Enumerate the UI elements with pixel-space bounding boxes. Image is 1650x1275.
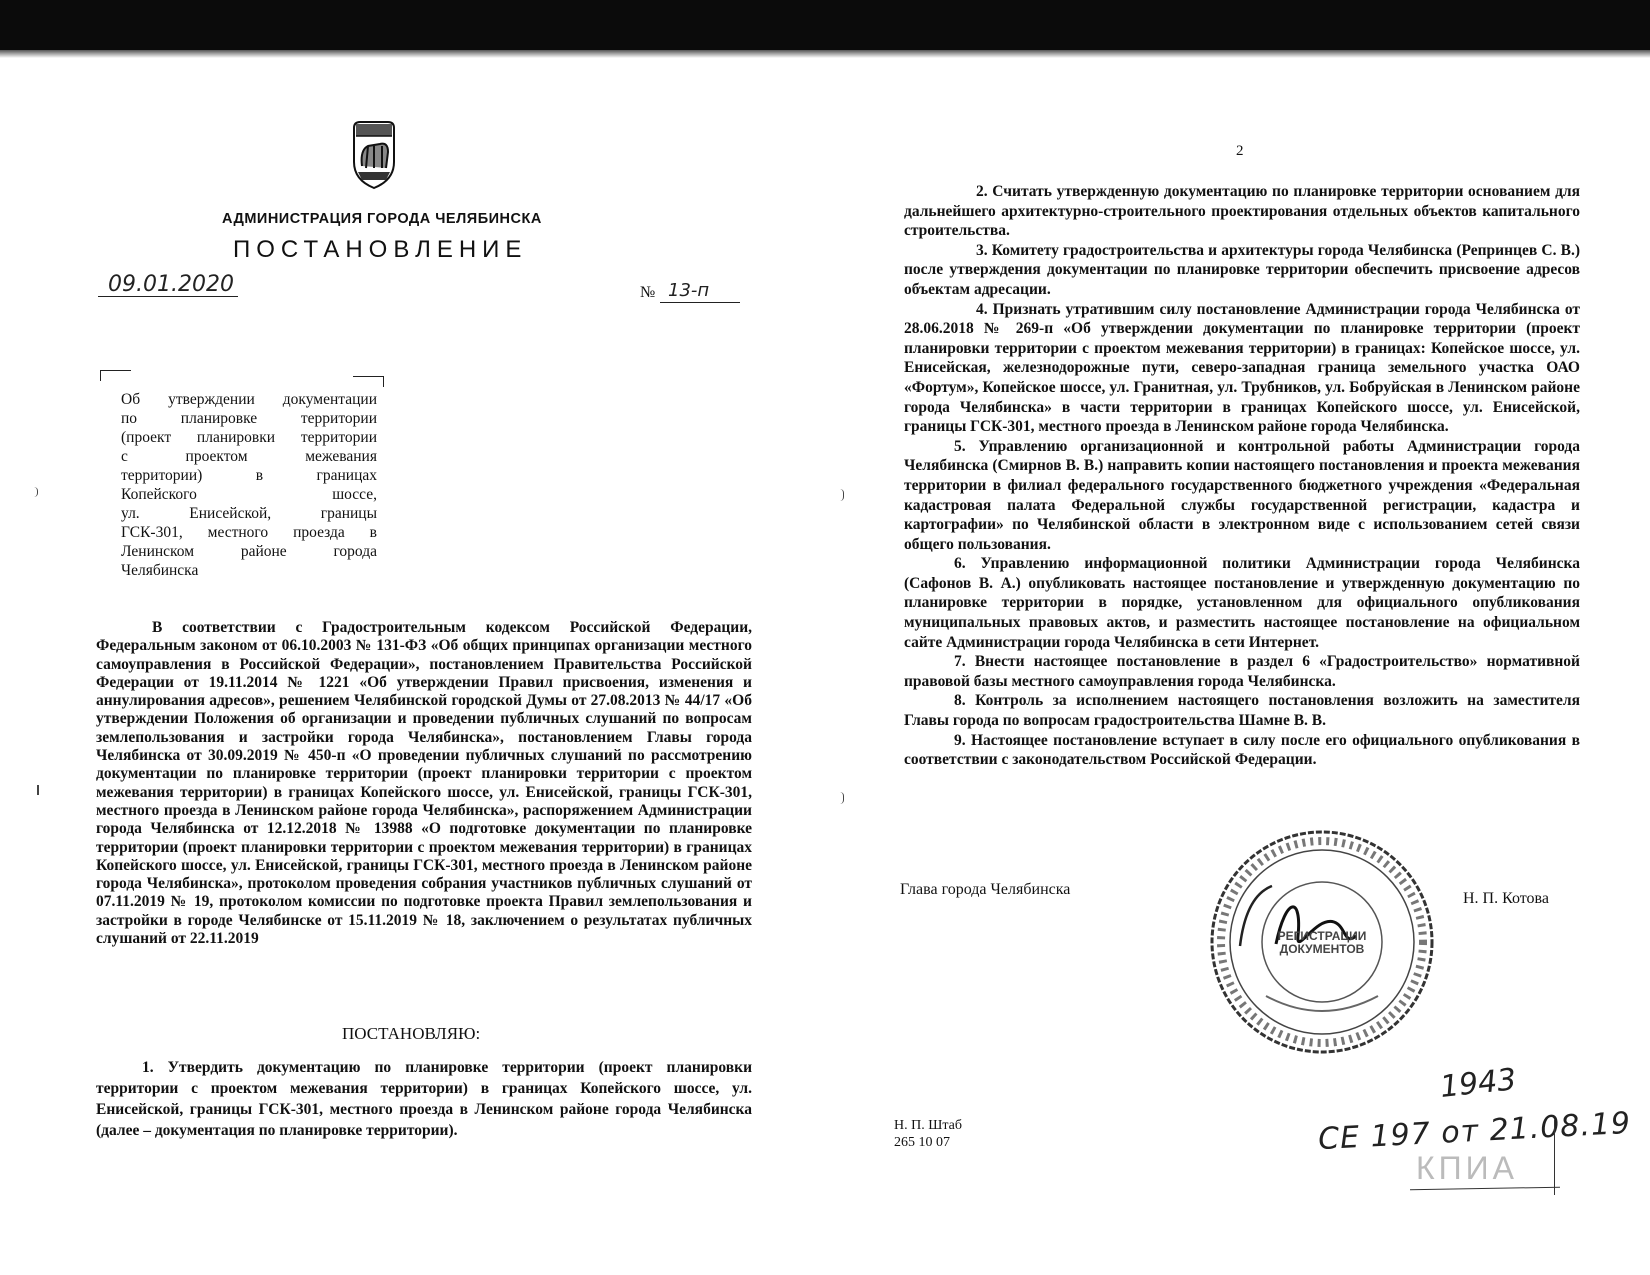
subject-line: Копейского шоссе, — [121, 486, 377, 503]
subject-line: Ленинском районе города — [121, 543, 377, 560]
subject-line: территории) в границах — [121, 467, 377, 484]
signature-position: Глава города Челябинска — [900, 881, 1071, 898]
handwritten-underline — [1410, 1187, 1560, 1191]
subject-line: Об утверждении документации — [121, 391, 377, 408]
subject-line: с проектом межевания — [121, 448, 377, 465]
date-underline — [98, 296, 238, 297]
executor-phone: 265 10 07 — [894, 1135, 950, 1150]
number-sign: № — [640, 284, 656, 301]
document-date: 09.01.2020 — [108, 272, 234, 297]
scan-speck — [840, 489, 844, 501]
page-number: 2 — [1236, 143, 1244, 159]
resolve-heading: ПОСТАНОВЛЯЮ: — [342, 1024, 481, 1043]
signatory-name: Н. П. Котова — [1463, 890, 1549, 907]
item-7: 7. Внести настоящее постановление в раздел 6 «Градостроительство» нормативной правовой базы местного самоуправления города Челябинска. — [904, 653, 1580, 690]
faint-stamp-word: КПИА — [1416, 1150, 1518, 1186]
item-8: 8. Контроль за исполнением настоящего постановления возложить на заместителя Главы города по вопросам градостроительства Шамне В. В. — [904, 692, 1580, 730]
item-5: 5. Управлению организационной и контрольной работы Администрации города Челябинска (Смирнов В. В.) направить копии настоящего постановления и проекта межевания территории в филиал федерального государственного бюджетного учреждения «Федеральная кадастровая палата Федеральной службы государственной регистрации, кадастра и картографии» по Челябинской области в электронном виде с использованием сетей связи общего пользования. — [904, 437, 1580, 553]
handwritten-mark — [1554, 1120, 1555, 1195]
item-2: 2. Считать утвержденную документацию по планировке территории основанием для дальнейшего архитектурно-строительного проектирования отдельных объектов капитального строительства. — [904, 183, 1580, 240]
subject-bracket-left — [100, 370, 131, 381]
stamp-text: РЕГИСТРАЦИИ ДОКУМЕНТОВ — [1277, 929, 1367, 956]
scan-top-border — [0, 0, 1650, 50]
number-underline — [660, 302, 740, 303]
subject-line: ГСК-301, местного проезда в — [121, 524, 377, 541]
preamble-paragraph: В соответствии с Градостроительным кодексом Российской Федерации, Федеральным законом от 06.10.2003 № 131-ФЗ «Об общих принципах организации местного самоуправления в Российской Федерации», постановлением Правительства Российской Федерации от 19.11.2014 № 1221 «Об утверждении Правил присвоения, изменения и аннулирования адресов», решением Челябинской городской Думы от 27.08.2013 № 44/17 «Об утверждении Положения об организации и проведении публичных слушаний по вопросам землепользования и застройки города Челябинска», постановлением Главы города Челябинска от 30.09.2019 № 450-п «О проведении публичных слушаний по рассмотрению документации по планировке территории (проект планировки территории с проектом межевания территории) в границах Копейского шоссе, ул. Енисейской, границы ГСК-301, местного проезда в Ленинском районе города Челябинска», распоряжением Администрации города Челябинска от 12.12.2018 № 13988 «О подготовке документации по планировке территории (проект планировки территории с проектом межевания территории) в границах Копейского шоссе, ул. Енисейской, границы ГСК-301, местного проезда в Ленинском районе города Челябинска», протоколом проведения собрания участников публичных слушаний от 07.11.2019 № 19, протоколом комиссии по подготовке проекта Правил землепользования и застройки в городе Челябинске от 15.11.2019 № 18, заключением о результатах публичных слушаний от 22.11.2019 — [96, 619, 752, 948]
subject-line: по планировке территории — [121, 410, 377, 427]
scan-speck — [34, 487, 38, 497]
doc-type-title: ПОСТАНОВЛЕНИЕ — [233, 236, 528, 263]
subject-line: Челябинска — [121, 562, 199, 579]
executor-name: Н. П. Штаб — [894, 1118, 962, 1133]
handwritten-note-top: 1943 — [1438, 1062, 1518, 1105]
document-number: 13-п — [668, 280, 710, 301]
item-6: 6. Управлению информационной политики Администрации города Челябинска (Сафонов В. А.) опубликовать настоящее постановление и утвержденную документацию по планировке территории в порядке, установленном для официального опубликования муниципальных правовых актов, и разместить настоящее постановление на официальном сайте Администрации города Челябинска в сети Интернет. — [904, 555, 1580, 651]
coat-of-arms-icon — [350, 120, 398, 190]
item-9: 9. Настоящее постановление вступает в силу после его официального опубликования в соответствии с законодательством Российской Федерации. — [904, 731, 1580, 769]
scan-speck — [840, 792, 844, 804]
right-items — [904, 182, 1580, 770]
admin-title: АДМИНИСТРАЦИЯ ГОРОДА ЧЕЛЯБИНСКА — [222, 211, 542, 227]
subject-bracket-right — [353, 376, 384, 387]
item-1-paragraph: 1. Утвердить документацию по планировке территории (проект планировки территории с проектом межевания территории) в границах Копейского шоссе, ул. Енисейской, границы ГСК-301, местного проезда в Ленинском районе города Челябинска (далее – документация по планировке территории). — [96, 1059, 752, 1139]
subject-line: ул. Енисейской, границы — [121, 505, 377, 522]
executor-block — [894, 1117, 962, 1151]
handwritten-note-bottom: СЕ 197 от 21.08.19 — [1317, 1105, 1632, 1158]
item-4: 4. Признать утратившим силу постановление Администрации города Челябинска от 28.06.2018 № 269-п «Об утверждении документации по планировке территории (проект планировки территории с проектом межевания территории) в границах: Копейское шоссе, ул. Енисейская, железнодорожные пути, северо-западная граница земельного участка ОАО «Фортум», Копейское шоссе, ул. Гранитная, ул. Трубников, ул. Бобруйская в Ленинском районе города Челябинска» в части территории в границах Копейского шоссе, ул. Енисейской, границы ГСК-301, местного проезда в Ленинском районе города Челябинска. — [904, 300, 1580, 436]
subject-line: (проект планировки территории — [121, 429, 377, 446]
scan-top-shadow — [0, 50, 1650, 58]
item-3: 3. Комитету градостроительства и архитектуры города Челябинска (Репринцев С. В.) после утверждения документации по планировке территории обеспечить присвоение адресов объектам адресации. — [904, 241, 1580, 298]
scan-speck — [37, 785, 39, 795]
